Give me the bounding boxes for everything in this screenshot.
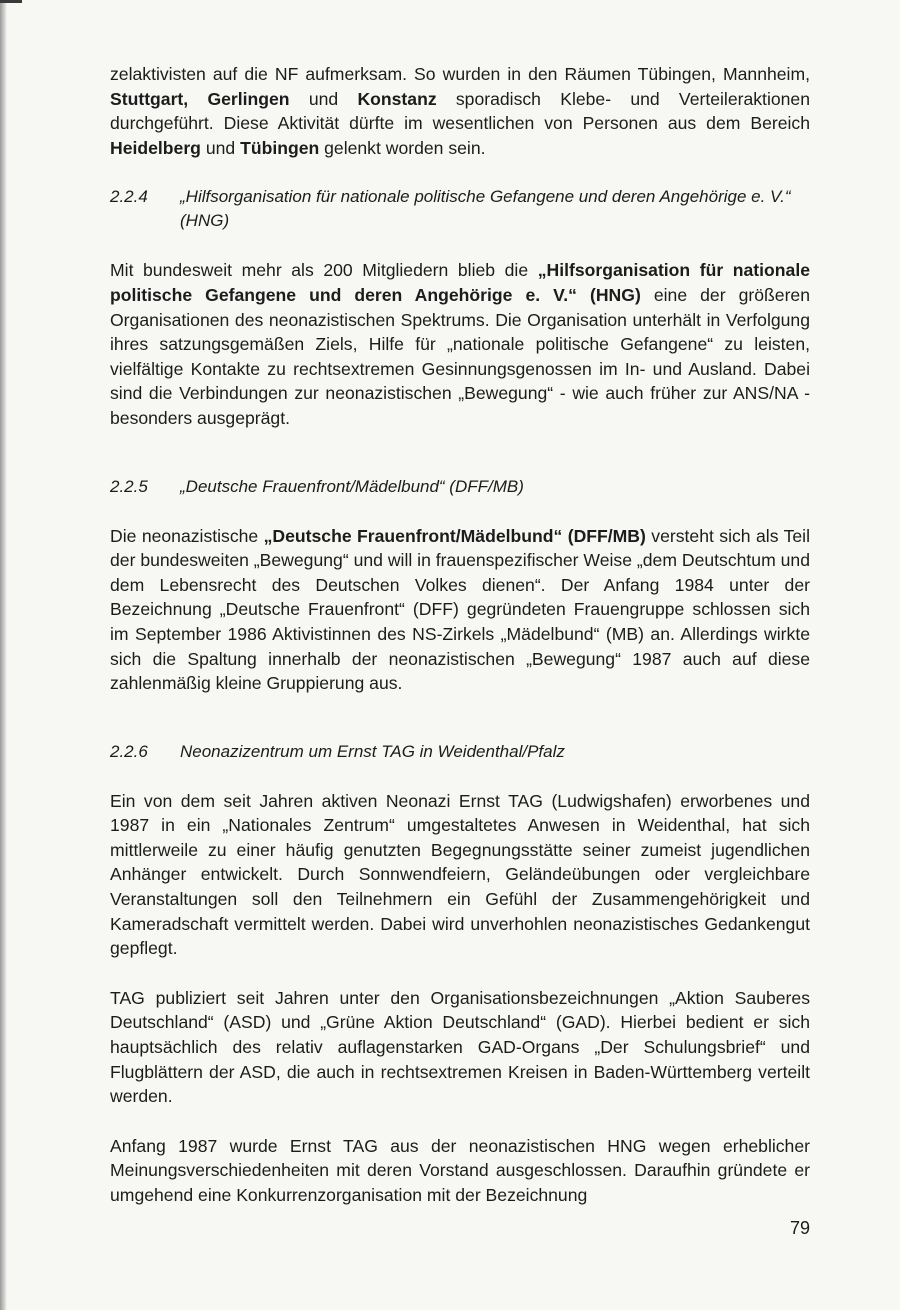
text-run: und bbox=[200, 137, 241, 158]
document-page bbox=[110, 62, 810, 1233]
section-heading-2-2-6 bbox=[110, 740, 810, 764]
bold-text-run: „Deutsche Frauenfront/Mädelbund“ (DFF/MB) bbox=[263, 525, 646, 546]
bold-text-run: Stuttgart, Gerlingen bbox=[110, 88, 290, 109]
text-run: versteht sich als Teil der bundesweiten „Bewegung“ und will in frauenspezifischer Weise „dem Deutschtum und dem Lebensrecht des Deutschen Volkes dienen“. Der Anfang 1984 unter der Bezeichnung „Deutsche Frauenfront“ (DFF) gegründeten Frauengruppe schlossen sich im September 1986 Aktivistinnen des NS-Zirkels „Mädelbund“ (MB) an. Allerdings wirkte sich die Spaltung innerhalb der neonazistischen „Bewegung“ 1987 auch auf diese zahlenmäßig kleine Gruppierung aus. bbox=[110, 525, 810, 694]
section-2-2-6-paragraph-2: TAG publiziert seit Jahren unter den Organisationsbezeichnungen „Aktion Sauberes Deutschland“ (ASD) und „Grüne Aktion Deutschland“ (GAD). Hierbei bedient er sich hauptsächlich des relativ auflagenstarken GAD-Organs „Der Schulungsbrief“ und Flugblättern der ASD, die auch in rechtsextremen Kreisen in Baden-Württemberg verteilt werden. bbox=[110, 987, 810, 1107]
section-number: 2.2.5 bbox=[110, 476, 148, 496]
section-2-2-5-paragraph bbox=[110, 524, 810, 696]
section-2-2-6-paragraph-3: Anfang 1987 wurde Ernst TAG aus der neonazistischen HNG wegen erheblicher Meinungsverschiedenheiten mit deren Vorstand ausgeschlossen. Daraufhin gründete er umgehend eine Konkurrenzorganisation mit der Bezeichnung bbox=[110, 1135, 810, 1205]
text-run: Die neonazistische bbox=[110, 525, 264, 546]
intro-paragraph bbox=[110, 62, 810, 160]
section-title: „Deutsche Frauenfront/Mädelbund“ (DFF/MB) bbox=[180, 476, 524, 496]
text-run: zelaktivisten auf die NF aufmerksam. So wurden in den Räumen Tübingen, Mannheim, bbox=[110, 64, 810, 84]
section-title: Neonazizentrum um Ernst TAG in Weidenthal/Pfalz bbox=[180, 741, 565, 761]
scan-edge bbox=[0, 0, 7, 1310]
text-run: und bbox=[289, 88, 358, 109]
text-run: Mit bundesweit mehr als 200 Mitgliedern blieb die bbox=[110, 260, 538, 281]
bold-text-run: Tübingen bbox=[240, 137, 320, 158]
scan-corner-mark bbox=[0, 0, 22, 3]
section-heading-2-2-4 bbox=[110, 185, 810, 233]
section-2-2-4-paragraph bbox=[110, 258, 810, 430]
bold-text-run: Heidelberg bbox=[110, 137, 201, 158]
bold-text-run: „Hilfsorganisation für nationale politische Gefangene und deren Angehörige e. V.“ (HNG) bbox=[110, 260, 811, 305]
text-run: eine der größeren Organisationen des neonazistischen Spektrums. Die Organisation unterhält in Verfolgung ihres satzungsgemäßen Ziels, Hilfe für „nationale politische Gefangene“ zu leisten, vielfältige Kontakte zu rechtsextremen Gesinnungsgenossen im In- und Ausland. Dabei sind die Verbindungen zur neonazistischen „Bewegung“ - wie auch früher zur ANS/NA - besonders ausgeprägt. bbox=[110, 284, 810, 428]
text-run: gelenkt worden sein. bbox=[319, 137, 486, 158]
section-number: 2.2.4 bbox=[110, 187, 148, 207]
section-title: „Hilfsorganisation für nationale politische Gefangene und deren Angehörige e. V.“ (HNG) bbox=[180, 187, 791, 231]
section-number: 2.2.6 bbox=[110, 741, 148, 761]
section-heading-2-2-5 bbox=[110, 475, 810, 499]
section-2-2-6-paragraph-1: Ein von dem seit Jahren aktiven Neonazi Ernst TAG (Ludwigshafen) erworbenes und 1987 in ein „Nationales Zentrum“ umgestaltetes Anwesen in Weidenthal, hat sich mittlerweile zu einer häufig genutzten Begegnungsstätte seiner zumeist jugendlichen Anhänger entwickelt. Durch Sonnwendfeiern, Geländeübungen oder vergleichbare Veranstaltungen soll den Teilnehmern ein Gefühl der Zusammengehörigkeit und Kameradschaft vermittelt werden. Dabei wird unverhohlen neonazistisches Gedankengut gepflegt. bbox=[110, 790, 810, 959]
text-run: sporadisch Klebe- und Verteileraktionen durchgeführt. Diese Aktivität dürfte im wesentlichen von Personen aus dem Bereich bbox=[110, 88, 810, 134]
bold-text-run: Konstanz bbox=[357, 88, 437, 109]
page-number: 79 bbox=[789, 1218, 810, 1238]
